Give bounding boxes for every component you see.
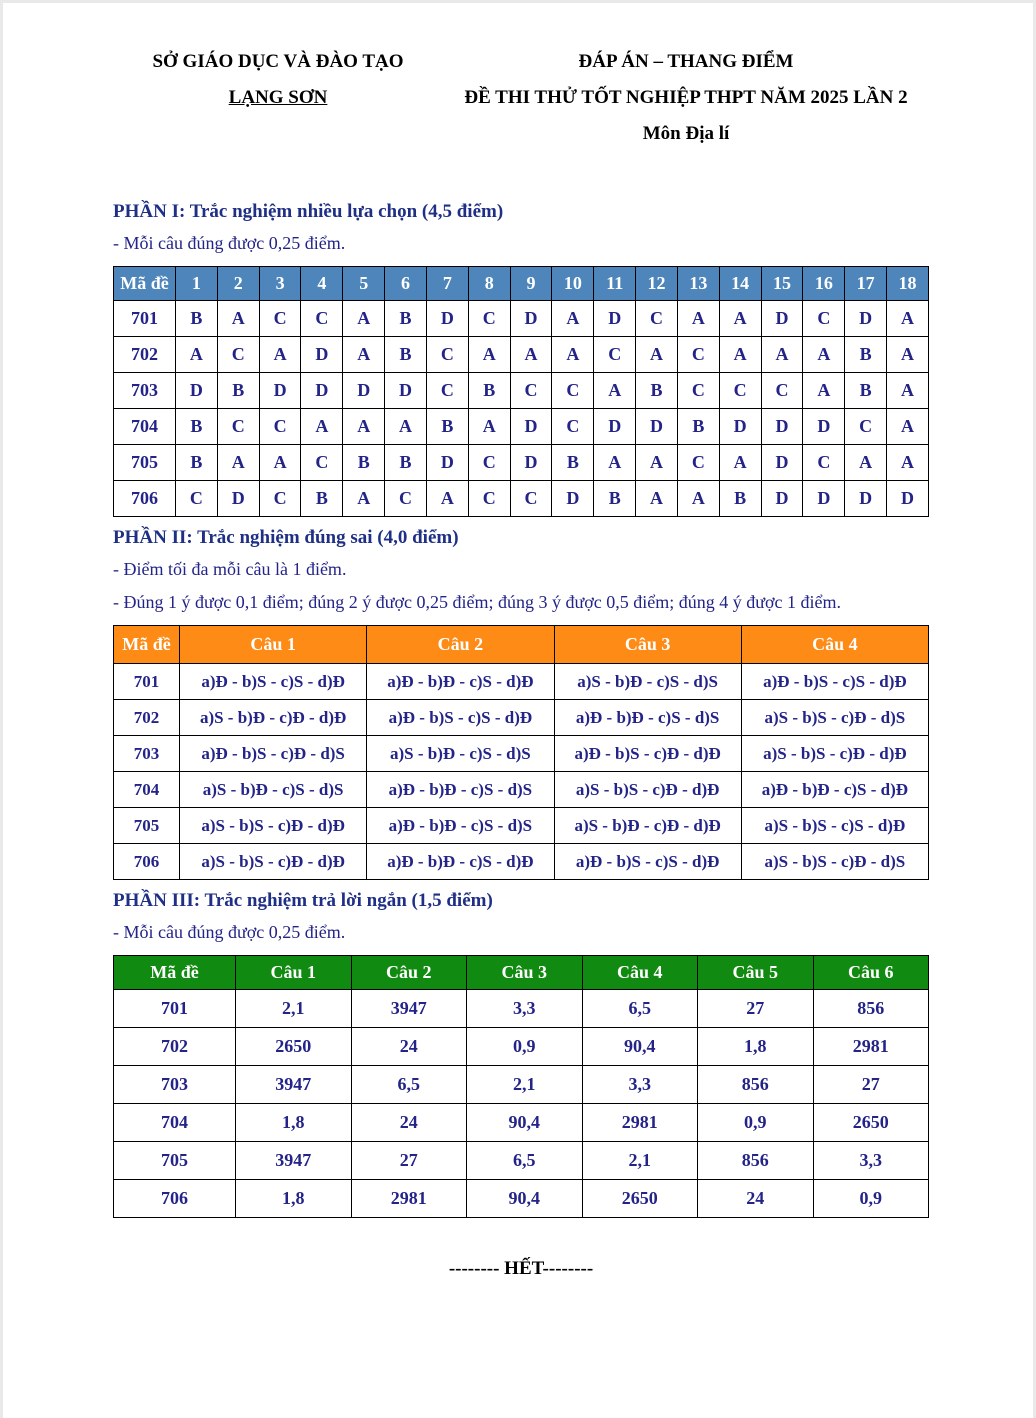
answer-cell: A	[343, 409, 385, 445]
answer-cell: A	[176, 337, 218, 373]
answer-cell: C	[217, 337, 259, 373]
answer-cell: A	[343, 481, 385, 517]
table-row	[114, 1066, 929, 1104]
table-row	[114, 337, 929, 373]
answer-cell: A	[301, 409, 343, 445]
question-column-header: 9	[510, 267, 552, 301]
question-column-header: 6	[385, 267, 427, 301]
answer-cell: 2,1	[467, 1066, 583, 1104]
answer-cell: B	[385, 337, 427, 373]
answer-cell: 0,9	[467, 1028, 583, 1066]
answer-cell: D	[301, 337, 343, 373]
answer-cell: a)S - b)S - c)S - d)Đ	[741, 808, 928, 844]
exam-code-cell: 706	[114, 844, 180, 880]
answer-cell: 0,9	[698, 1104, 814, 1142]
answer-cell: 0,9	[813, 1180, 929, 1218]
answer-cell: B	[176, 409, 218, 445]
question-column-header: Câu 3	[467, 956, 583, 990]
answer-cell: 3947	[351, 990, 467, 1028]
exam-code-cell: 701	[114, 990, 236, 1028]
answer-cell: 27	[698, 990, 814, 1028]
exam-code-cell: 701	[114, 664, 180, 700]
answer-cell: A	[845, 445, 887, 481]
part2-note1: - Điểm tối đa mỗi câu là 1 điểm.	[113, 559, 347, 579]
answer-cell: A	[719, 301, 761, 337]
answer-cell: a)S - b)Đ - c)S - d)S	[180, 772, 367, 808]
table-row	[114, 1180, 929, 1218]
answer-cell: D	[426, 301, 468, 337]
question-column-header: 8	[468, 267, 510, 301]
answer-cell: 2981	[813, 1028, 929, 1066]
answer-cell: C	[636, 301, 678, 337]
answer-cell: D	[594, 409, 636, 445]
answer-cell: 3,3	[467, 990, 583, 1028]
answer-cell: 2650	[236, 1028, 352, 1066]
answer-cell: 1,8	[698, 1028, 814, 1066]
answer-cell: 856	[813, 990, 929, 1028]
answer-cell: B	[845, 373, 887, 409]
answer-cell: A	[887, 301, 929, 337]
answer-cell: A	[677, 301, 719, 337]
exam-code-cell: 701	[114, 301, 176, 337]
question-column-header: 16	[803, 267, 845, 301]
answer-cell: B	[343, 445, 385, 481]
answer-cell: A	[343, 301, 385, 337]
answer-cell: 90,4	[467, 1104, 583, 1142]
table-row	[114, 409, 929, 445]
exam-code-cell: 703	[114, 736, 180, 772]
answer-cell: C	[803, 445, 845, 481]
answer-cell: C	[761, 373, 803, 409]
answer-cell: a)Đ - b)Đ - c)S - d)S	[367, 772, 554, 808]
answer-cell: A	[385, 409, 427, 445]
answer-cell: a)Đ - b)S - c)S - d)Đ	[367, 700, 554, 736]
answer-cell: A	[887, 445, 929, 481]
question-column-header: 13	[677, 267, 719, 301]
exam-code-cell: 706	[114, 1180, 236, 1218]
answer-cell: C	[594, 337, 636, 373]
answer-cell: A	[887, 373, 929, 409]
answer-cell: D	[217, 481, 259, 517]
answer-cell: C	[426, 373, 468, 409]
table-row	[114, 1104, 929, 1142]
document-header	[113, 51, 929, 159]
answer-cell: A	[636, 337, 678, 373]
answer-cell: a)Đ - b)S - c)Đ - d)S	[180, 736, 367, 772]
answer-cell: D	[761, 481, 803, 517]
answer-cell: A	[803, 373, 845, 409]
answer-cell: C	[259, 301, 301, 337]
province-name: LẠNG SƠN	[228, 87, 328, 108]
answer-cell: C	[301, 445, 343, 481]
answer-cell: a)S - b)S - c)Đ - d)Đ	[741, 736, 928, 772]
answer-cell: a)S - b)S - c)Đ - d)S	[741, 700, 928, 736]
answer-cell: B	[719, 481, 761, 517]
answer-cell: 90,4	[467, 1180, 583, 1218]
answer-cell: 2981	[582, 1104, 698, 1142]
answer-cell: C	[176, 481, 218, 517]
answer-cell: A	[510, 337, 552, 373]
answer-cell: D	[761, 445, 803, 481]
exam-code-cell: 702	[114, 1028, 236, 1066]
exam-code-column-header: Mã đề	[114, 956, 236, 990]
part2-title: PHẦN II: Trắc nghiệm đúng sai (4,0 điểm)	[113, 527, 459, 548]
answer-cell: 1,8	[236, 1104, 352, 1142]
answer-cell: D	[636, 409, 678, 445]
table-row	[114, 301, 929, 337]
end-of-document-marker: -------- HẾT--------	[448, 1258, 594, 1279]
part1-title: PHẦN I: Trắc nghiệm nhiều lựa chọn (4,5 điểm)	[113, 201, 504, 222]
part2-note2: - Đúng 1 ý được 0,1 điểm; đúng 2 ý được 0,25 điểm; đúng 3 ý được 0,5 điểm; đúng 4 ý được 1 điểm.	[113, 592, 842, 612]
exam-code-cell: 703	[114, 1066, 236, 1104]
answer-cell: 2,1	[582, 1142, 698, 1180]
table-header-row	[114, 956, 929, 990]
exam-code-cell: 704	[114, 1104, 236, 1142]
table-header-row	[114, 267, 929, 301]
answer-cell: C	[552, 373, 594, 409]
question-column-header: 3	[259, 267, 301, 301]
answer-cell: 6,5	[582, 990, 698, 1028]
table-row	[114, 700, 929, 736]
answer-cell: B	[176, 301, 218, 337]
answer-cell: C	[468, 445, 510, 481]
answer-cell: A	[426, 481, 468, 517]
question-column-header: 11	[594, 267, 636, 301]
answer-cell: B	[301, 481, 343, 517]
answer-cell: A	[761, 337, 803, 373]
part2-answer-table	[113, 625, 929, 880]
answer-cell: 6,5	[351, 1066, 467, 1104]
answer-cell: B	[636, 373, 678, 409]
answer-cell: D	[552, 481, 594, 517]
answer-cell: A	[887, 409, 929, 445]
answer-cell: a)S - b)S - c)Đ - d)Đ	[180, 808, 367, 844]
question-column-header: 10	[552, 267, 594, 301]
question-column-header: Câu 3	[554, 626, 741, 664]
question-column-header: Câu 5	[698, 956, 814, 990]
answer-cell: B	[426, 409, 468, 445]
exam-code-cell: 706	[114, 481, 176, 517]
question-column-header: 18	[887, 267, 929, 301]
part3-answer-table	[113, 955, 929, 1218]
answer-cell: D	[803, 481, 845, 517]
answer-cell: a)Đ - b)Đ - c)S - d)Đ	[367, 664, 554, 700]
answer-cell: A	[552, 337, 594, 373]
answer-cell: B	[385, 445, 427, 481]
question-column-header: 17	[845, 267, 887, 301]
answer-cell: C	[468, 301, 510, 337]
answer-cell: 27	[351, 1142, 467, 1180]
answer-cell: 3947	[236, 1066, 352, 1104]
question-column-header: Câu 1	[236, 956, 352, 990]
question-column-header: Câu 4	[741, 626, 928, 664]
answer-cell: A	[719, 445, 761, 481]
answer-cell: B	[385, 301, 427, 337]
table-row	[114, 844, 929, 880]
table-row	[114, 481, 929, 517]
question-column-header: 7	[426, 267, 468, 301]
answer-cell: C	[719, 373, 761, 409]
answer-cell: A	[468, 409, 510, 445]
exam-code-cell: 705	[114, 1142, 236, 1180]
answer-cell: A	[719, 337, 761, 373]
answer-cell: D	[510, 301, 552, 337]
answer-cell: D	[845, 301, 887, 337]
answer-cell: 2650	[582, 1180, 698, 1218]
exam-code-cell: 705	[114, 808, 180, 844]
authority-name: SỞ GIÁO DỤC VÀ ĐÀO TẠO	[152, 51, 404, 72]
answer-cell: D	[343, 373, 385, 409]
answer-cell: 24	[351, 1028, 467, 1066]
answer-cell: D	[510, 445, 552, 481]
answer-cell: A	[259, 337, 301, 373]
answer-cell: A	[636, 445, 678, 481]
part2-section	[113, 527, 929, 880]
answer-cell: D	[301, 373, 343, 409]
answer-cell: C	[803, 301, 845, 337]
answer-cell: B	[217, 373, 259, 409]
question-column-header: 4	[301, 267, 343, 301]
answer-cell: A	[468, 337, 510, 373]
table-row	[114, 373, 929, 409]
part1-section	[113, 201, 929, 517]
table-header-row	[114, 626, 929, 664]
answer-cell: A	[343, 337, 385, 373]
table-row	[114, 445, 929, 481]
exam-code-cell: 702	[114, 337, 176, 373]
answer-cell: a)Đ - b)S - c)Đ - d)Đ	[554, 736, 741, 772]
question-column-header: 14	[719, 267, 761, 301]
answer-cell: 27	[813, 1066, 929, 1104]
answer-cell: C	[677, 373, 719, 409]
answer-cell: B	[845, 337, 887, 373]
answer-cell: 24	[698, 1180, 814, 1218]
part3-title: PHẦN III: Trắc nghiệm trả lời ngắn (1,5 điểm)	[113, 890, 493, 911]
answer-cell: D	[594, 301, 636, 337]
question-column-header: Câu 1	[180, 626, 367, 664]
issuing-authority	[113, 51, 443, 159]
answer-cell: 2,1	[236, 990, 352, 1028]
answer-cell: a)S - b)Đ - c)Đ - d)Đ	[554, 808, 741, 844]
answer-cell: 1,8	[236, 1180, 352, 1218]
answer-cell: A	[259, 445, 301, 481]
answer-cell: A	[803, 337, 845, 373]
answer-cell: C	[677, 445, 719, 481]
table-row	[114, 1028, 929, 1066]
question-column-header: 12	[636, 267, 678, 301]
answer-cell: A	[887, 337, 929, 373]
exam-code-cell: 703	[114, 373, 176, 409]
answer-cell: a)Đ - b)S - c)S - d)Đ	[554, 844, 741, 880]
question-column-header: 15	[761, 267, 803, 301]
exam-code-cell: 705	[114, 445, 176, 481]
answer-cell: A	[217, 445, 259, 481]
table-row	[114, 1142, 929, 1180]
answer-cell: C	[301, 301, 343, 337]
answer-cell: D	[803, 409, 845, 445]
answer-cell: 3,3	[582, 1066, 698, 1104]
answer-cell: C	[677, 337, 719, 373]
question-column-header: Câu 2	[351, 956, 467, 990]
question-column-header: Câu 4	[582, 956, 698, 990]
answer-cell: 2981	[351, 1180, 467, 1218]
question-column-header: Câu 6	[813, 956, 929, 990]
answer-cell: a)S - b)S - c)Đ - d)Đ	[180, 844, 367, 880]
document-title-block	[443, 51, 929, 159]
answer-cell: A	[552, 301, 594, 337]
answer-key-page	[3, 3, 1033, 1280]
answer-cell: C	[217, 409, 259, 445]
answer-cell: 3,3	[813, 1142, 929, 1180]
answer-cell: C	[259, 409, 301, 445]
answer-cell: a)Đ - b)Đ - c)S - d)Đ	[367, 844, 554, 880]
part1-answer-table	[113, 266, 929, 517]
answer-cell: D	[426, 445, 468, 481]
question-column-header: 5	[343, 267, 385, 301]
answer-cell: B	[594, 481, 636, 517]
answer-cell: 2650	[813, 1104, 929, 1142]
answer-cell: D	[385, 373, 427, 409]
answer-cell: 856	[698, 1066, 814, 1104]
answer-cell: C	[510, 481, 552, 517]
answer-cell: B	[552, 445, 594, 481]
answer-cell: a)S - b)S - c)Đ - d)S	[741, 844, 928, 880]
table-row	[114, 990, 929, 1028]
table-row	[114, 808, 929, 844]
exam-code-cell: 704	[114, 772, 180, 808]
answer-cell: a)Đ - b)Đ - c)S - d)S	[367, 808, 554, 844]
table-row	[114, 772, 929, 808]
document-title: ĐÁP ÁN – THANG ĐIỂM	[578, 51, 794, 72]
answer-cell: A	[677, 481, 719, 517]
answer-cell: a)S - b)Đ - c)S - d)S	[554, 664, 741, 700]
answer-cell: C	[552, 409, 594, 445]
question-column-header: Câu 2	[367, 626, 554, 664]
answer-cell: A	[217, 301, 259, 337]
answer-cell: a)Đ - b)Đ - c)S - d)Đ	[741, 772, 928, 808]
answer-cell: D	[761, 409, 803, 445]
answer-cell: B	[468, 373, 510, 409]
answer-cell: A	[636, 481, 678, 517]
answer-cell: B	[176, 445, 218, 481]
answer-cell: 3947	[236, 1142, 352, 1180]
answer-cell: D	[845, 481, 887, 517]
answer-cell: 856	[698, 1142, 814, 1180]
answer-cell: D	[761, 301, 803, 337]
answer-cell: 24	[351, 1104, 467, 1142]
answer-cell: D	[887, 481, 929, 517]
part3-section	[113, 890, 929, 1218]
exam-code-column-header: Mã đề	[114, 267, 176, 301]
table-row	[114, 736, 929, 772]
table-row	[114, 664, 929, 700]
answer-cell: C	[845, 409, 887, 445]
exam-code-column-header: Mã đề	[114, 626, 180, 664]
answer-cell: B	[677, 409, 719, 445]
question-column-header: 1	[176, 267, 218, 301]
answer-cell: C	[385, 481, 427, 517]
answer-cell: D	[719, 409, 761, 445]
answer-cell: 90,4	[582, 1028, 698, 1066]
answer-cell: 6,5	[467, 1142, 583, 1180]
answer-cell: a)Đ - b)Đ - c)S - d)S	[554, 700, 741, 736]
answer-cell: D	[259, 373, 301, 409]
answer-cell: D	[176, 373, 218, 409]
answer-cell: a)S - b)S - c)Đ - d)Đ	[554, 772, 741, 808]
exam-code-cell: 702	[114, 700, 180, 736]
question-column-header: 2	[217, 267, 259, 301]
answer-cell: C	[259, 481, 301, 517]
answer-cell: a)Đ - b)S - c)S - d)Đ	[180, 664, 367, 700]
answer-cell: C	[426, 337, 468, 373]
answer-cell: D	[510, 409, 552, 445]
part1-note: - Mỗi câu đúng được 0,25 điểm.	[113, 233, 346, 253]
answer-cell: A	[594, 445, 636, 481]
exam-title: ĐỀ THI THỬ TỐT NGHIỆP THPT NĂM 2025 LẦN 2	[464, 87, 908, 108]
answer-cell: a)S - b)Đ - c)S - d)S	[367, 736, 554, 772]
subject-name: Môn Địa lí	[642, 123, 730, 144]
answer-cell: C	[510, 373, 552, 409]
answer-cell: A	[594, 373, 636, 409]
part3-note: - Mỗi câu đúng được 0,25 điểm.	[113, 922, 346, 942]
answer-cell: a)Đ - b)S - c)S - d)Đ	[741, 664, 928, 700]
answer-cell: a)S - b)Đ - c)Đ - d)Đ	[180, 700, 367, 736]
exam-code-cell: 704	[114, 409, 176, 445]
answer-cell: C	[468, 481, 510, 517]
